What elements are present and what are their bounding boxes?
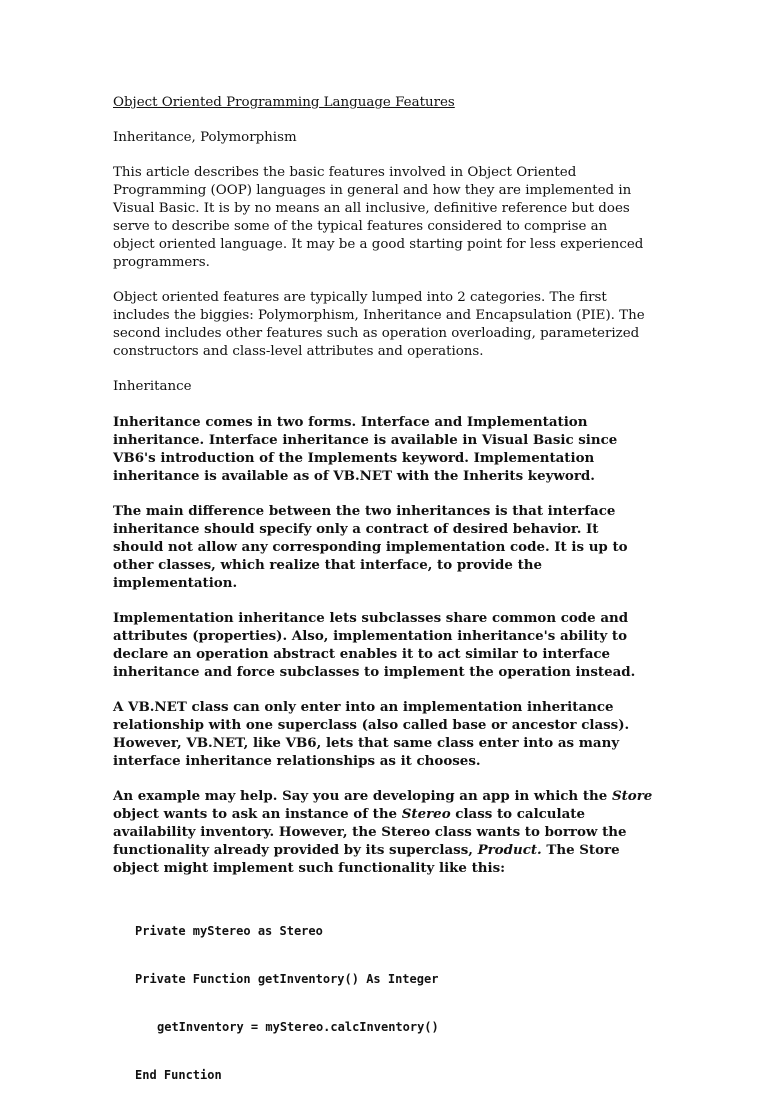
bold-paragraph-4: A VB.NET class can only enter into an implementation inheritance relationship with one superclass (also called base or ancestor class). However, VB.NET, like VB6, lets that same class enter into as many interface inheritance relationships as it chooses.: [113, 699, 630, 769]
code-line-1: Private myStereo as Stereo: [135, 924, 323, 938]
intro-paragraph-2: Object oriented features are typically lumped into 2 categories. The first includes the biggies: Polymorphism, Inheritance and Encapsulation (PIE). The second includes other features such as operation overloading, parameterized constructors and class-level attributes and operations.: [113, 290, 645, 359]
bold-paragraph-3: Implementation inheritance lets subclasses share common code and attributes (properties). Also, implementation inheritance's ability to declare an operation abstract enables it to act similar to interface inheritance and force subclasses to implement the operation instead.: [113, 610, 636, 680]
example-text-part-4: The Store object might implement such functionality like this:: [113, 842, 620, 876]
document-subtitle: Inheritance, Polymorphism: [113, 130, 297, 145]
code-line-4: End Function: [135, 1068, 222, 1082]
intro-paragraph-1: This article describes the basic features involved in Object Oriented Programming (OOP) languages in general and how they are implemented in Visual Basic. It is by no means an all inclusive, definitive reference but does serve to describe some of the typical features considered to comprise an object oriented language. It may be a good starting point for less experienced programmers.: [113, 165, 644, 270]
store-italic: Store: [611, 788, 653, 804]
bold-paragraph-1: Inheritance comes in two forms. Interface and Implementation inheritance. Interface inheritance is available in Visual Basic since VB6's introduction of the Implements keyword. Implementation inheritance is available as of VB.NET with the Inherits keyword.: [113, 414, 618, 484]
code-line-2: Private Function getInventory() As Integer: [135, 972, 439, 986]
example-paragraph: [113, 787, 653, 877]
product-italic: Product.: [477, 842, 542, 858]
example-text-part-1: An example may help. Say you are developing an app in which the: [113, 788, 612, 804]
bold-paragraph-2: The main difference between the two inheritances is that interface inheritance should specify only a contract of desired behavior. It should not allow any corresponding implementation code. It is up to other classes, which realize that interface, to provide the implementation.: [113, 503, 628, 591]
code-block: [135, 891, 653, 1115]
code-line-3: getInventory = myStereo.calcInventory(): [157, 1020, 439, 1034]
example-text-part-3: class to calculate availability inventory. However, the Stereo class wants to borrow the functionality already provided by its superclass,: [113, 806, 627, 858]
document-page: [113, 94, 653, 1115]
section-heading-inheritance: Inheritance: [113, 379, 192, 394]
document-title: Object Oriented Programming Language Features: [113, 95, 455, 110]
stereo-italic: Stereo: [401, 806, 451, 822]
example-text-part-2: object wants to ask an instance of the: [113, 806, 402, 822]
